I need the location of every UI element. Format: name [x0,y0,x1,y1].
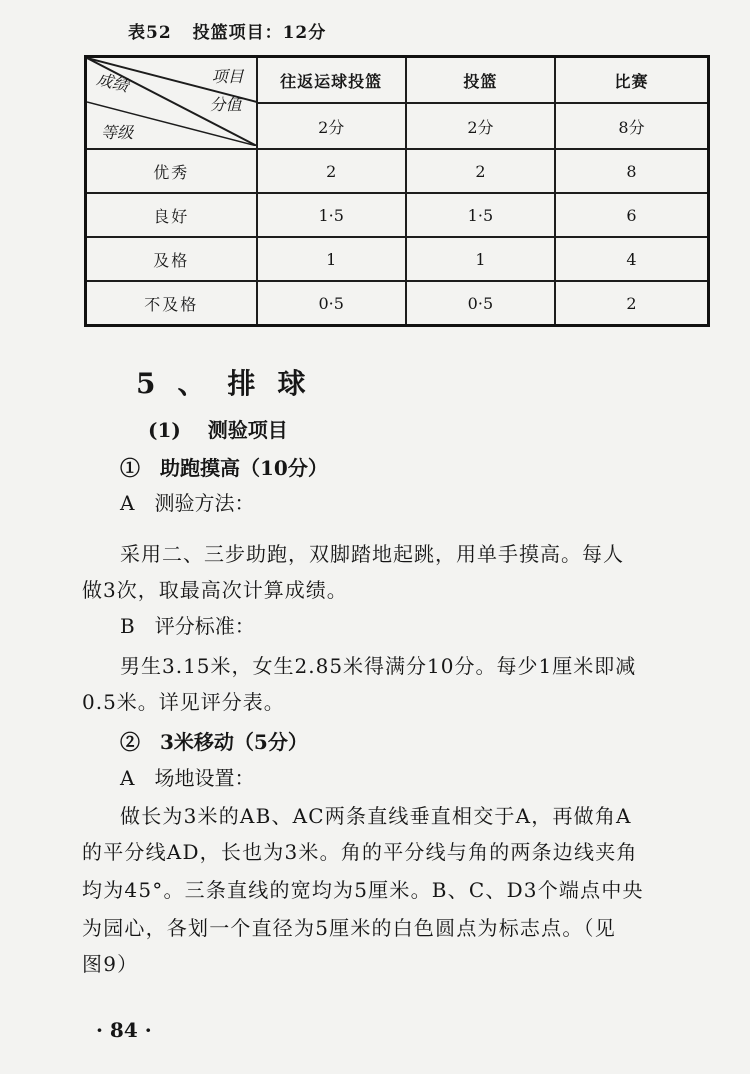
column-header-match: 比赛 [555,57,708,104]
score-table [84,55,710,327]
value-cell: 2 [257,149,406,193]
value-cell: 8 [555,149,708,193]
points-match: 8分 [555,103,708,149]
table-row [86,281,709,326]
grade-cell: 及格 [86,237,257,281]
setup-text-line: 的平分线AD，长也为3米。角的平分线与角的两条边线夹角 [82,840,638,864]
value-cell: 1·5 [406,193,555,237]
table-caption [128,18,340,43]
table-row [86,149,709,193]
standard-heading: B 评分标准： [120,614,255,638]
points-dribble-shot: 2分 [257,103,406,149]
column-header-shooting: 投篮 [406,57,555,104]
corner-label-item: 项目 [211,67,244,86]
page-number: · 84 · [96,1018,152,1042]
grade-cell: 优秀 [86,149,257,193]
subsection-heading: (1) 测验项目 [148,418,288,442]
method-text-line: 做3次，取最高次计算成绩。 [82,578,348,602]
corner-label-grade: 等级 [101,123,134,142]
setup-text-line: 图9） [82,952,139,976]
method-text-line: 采用二、三步助跑，双脚踏地起跳，用单手摸高。每人 [120,542,624,566]
item-heading-jump-reach: ① 助跑摸高（10分） [120,456,328,480]
item-heading-3m-move: ② 3米移动（5分） [120,730,308,754]
standard-text-line: 男生3.15米，女生2.85米得满分10分。每少1厘米即减 [120,654,637,678]
table-caption-label: 表52 [128,23,172,43]
setup-text-line: 均为45°。三条直线的宽均为5厘米。B、C、D3个端点中央 [82,878,644,902]
table-header-row [86,57,709,104]
value-cell: 2 [406,149,555,193]
value-cell: 6 [555,193,708,237]
value-cell: 1·5 [257,193,406,237]
standard-text-line: 0.5米。详见评分表。 [82,690,285,714]
setup-text-line: 做长为3米的AB、AC两条直线垂直相交于A，再做角A [120,804,632,828]
value-cell: 0·5 [406,281,555,326]
table-row [86,193,709,237]
value-cell: 2 [555,281,708,326]
value-cell: 0·5 [257,281,406,326]
table-caption-title: 投篮项目：12分 [192,23,327,43]
setup-heading: A 场地设置： [120,766,255,790]
points-shooting: 2分 [406,103,555,149]
table-corner-cell [86,57,257,150]
column-header-dribble-shot: 往返运球投篮 [257,57,406,104]
grade-cell: 不及格 [86,281,257,326]
table-row [86,237,709,281]
section-title: 5、排球 [136,367,328,400]
corner-label-score: 成绩 [94,69,131,96]
value-cell: 1 [406,237,555,281]
value-cell: 4 [555,237,708,281]
grade-cell: 良好 [86,193,257,237]
method-heading: A 测验方法： [120,491,255,515]
value-cell: 1 [257,237,406,281]
setup-text-line: 为园心，各划一个直径为5厘米的白色圆点为标志点。（见 [82,916,616,940]
corner-label-points: 分值 [209,95,242,114]
